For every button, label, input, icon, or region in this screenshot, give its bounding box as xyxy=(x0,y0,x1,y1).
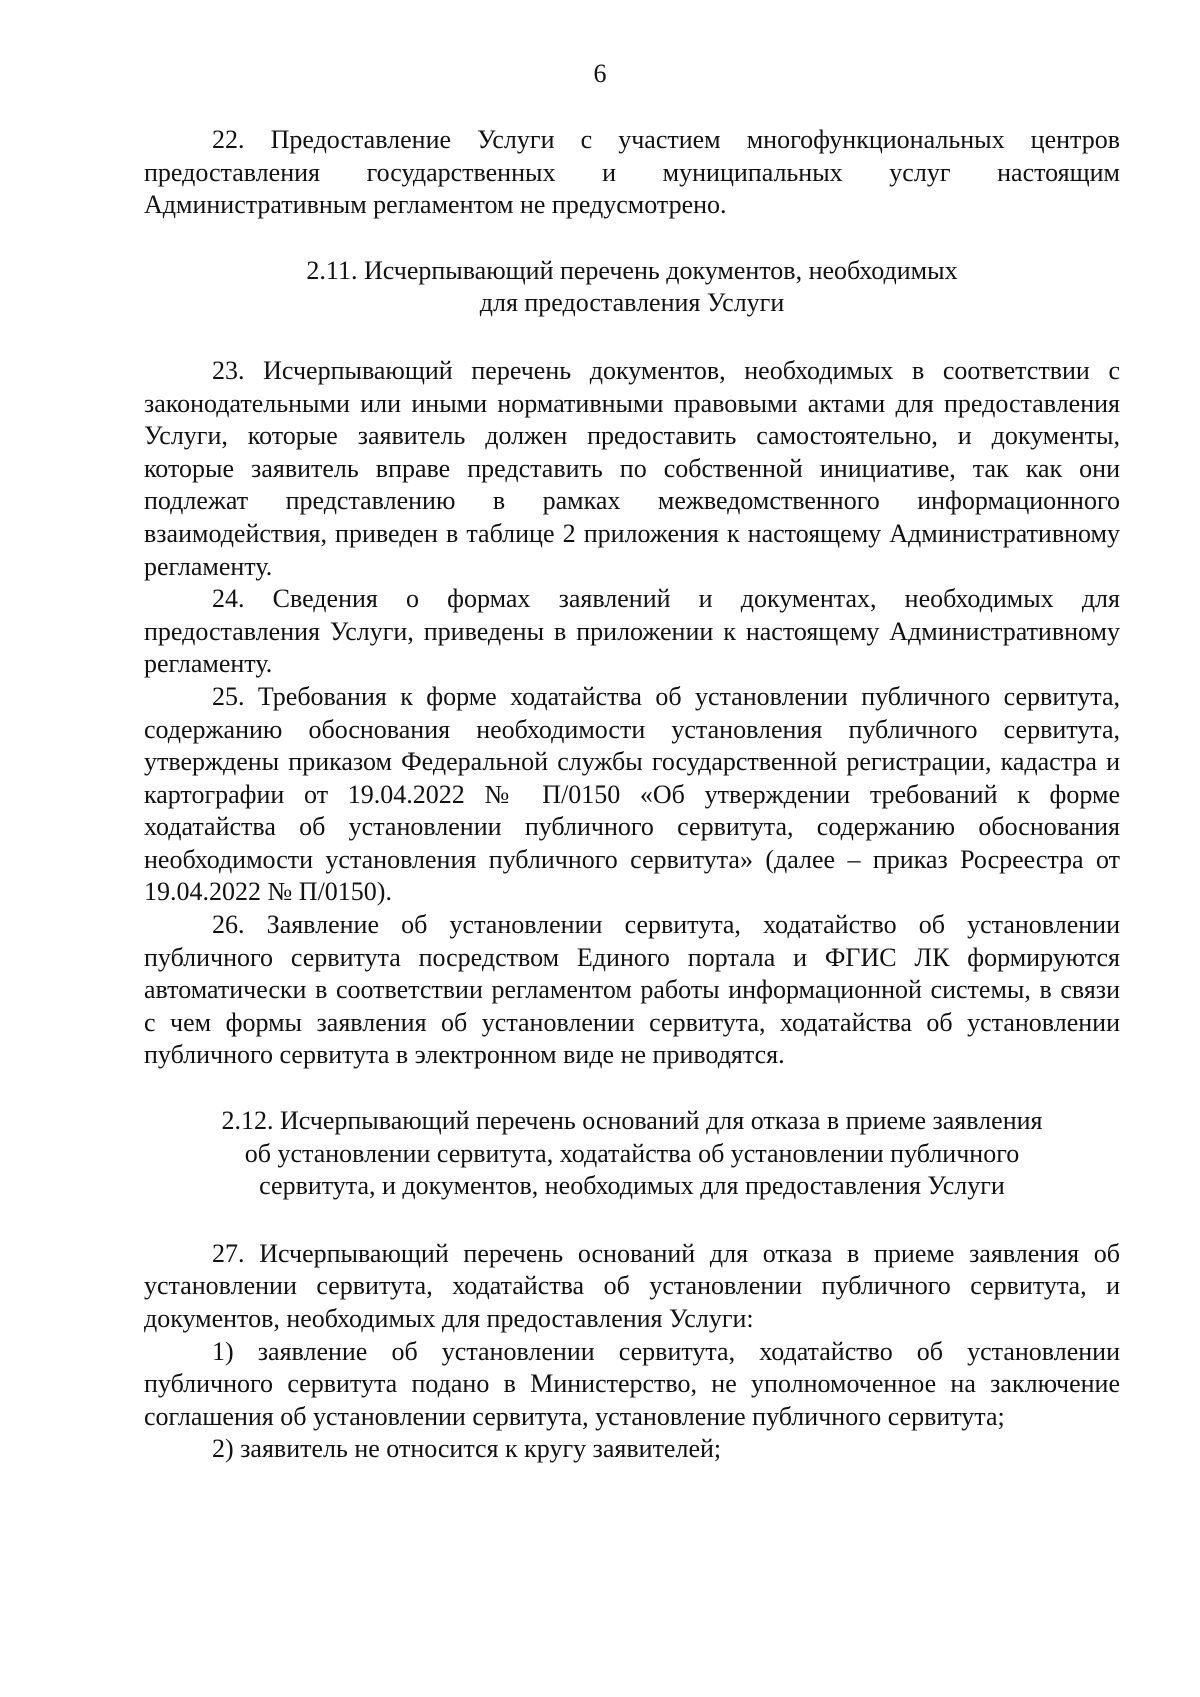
paragraph-24: 24. Сведения о формах заявлений и документах, необходимых для предоставления Услуги, приведены в приложении к настоящему Административному регламенту. xyxy=(144,584,1120,679)
list-item-27-2: 2) заявитель не относится к кругу заявителей; xyxy=(212,1434,722,1464)
paragraph-22: 22. Предоставление Услуги с участием многофункциональных центров предоставления государственных и муниципальных услуг настоящим Административным регламентом не предусмотрено. xyxy=(144,125,1120,220)
section-heading-2-12 xyxy=(144,1105,1120,1203)
paragraph-23: 23. Исчерпывающий перечень документов, необходимых в соответствии с законодательными или иными нормативными правовыми актами для предоставления Услуги, которые заявитель должен предоставить самостоятельно, и документы, которые заявитель вправе представить по собственной инициативе, так как они подлежат представлению в рамках межведомственного информационного взаимодействия, приведен в таблице 2 приложения к настоящему Административному регламенту. xyxy=(144,355,1120,581)
heading-line: 2.12. Исчерпывающий перечень оснований для отказа в приеме заявления xyxy=(221,1106,1043,1136)
paragraph-25: 25. Требования к форме ходатайства об установлении публичного сервитута, содержанию обоснования необходимости установления публичного сервитута, утверждены приказом Федеральной службы государственной регистрации, кадастра и картографии от 19.04.2022 № П/0150 «Об утверждении требований к форме ходатайства об установлении публичного сервитута, содержанию обоснования необходимости установления публичного сервитута» (далее – приказ Росреестра от 19.04.2022 № П/0150). xyxy=(144,681,1120,907)
list-item-27-1: 1) заявление об установлении сервитута, ходатайство об установлении публичного сервитута подано в Министерство, не уполномоченное на заключение соглашения об установлении сервитута, установление публичного сервитута; xyxy=(144,1336,1120,1431)
paragraph-26: 26. Заявление об установлении сервитута, ходатайство об установлении публичного сервитута посредством Единого портала и ФГИС ЛК формируются автоматически в соответствии регламентом работы информационной системы, в связи с чем формы заявления об установлении сервитута, ходатайства об установлении публичного сервитута в электронном виде не приводятся. xyxy=(144,910,1120,1070)
paragraph-27: 27. Исчерпывающий перечень оснований для отказа в приеме заявления об установлении сервитута, ходатайства об установлении публичного сервитута, и документов, необходимых для предоставления Услуги: xyxy=(144,1238,1120,1333)
heading-line: 2.11. Исчерпывающий перечень документов, необходимых xyxy=(306,255,958,285)
heading-line: сервитута, и документов, необходимых для предоставления Услуги xyxy=(259,1171,1005,1201)
heading-line: для предоставления Услуги xyxy=(479,288,785,318)
page-number: 6 xyxy=(593,59,607,88)
section-heading-2-11 xyxy=(144,255,1120,320)
heading-line: об установлении сервитута, ходатайства об установлении публичного xyxy=(244,1138,1020,1168)
document-body xyxy=(144,124,1120,1466)
